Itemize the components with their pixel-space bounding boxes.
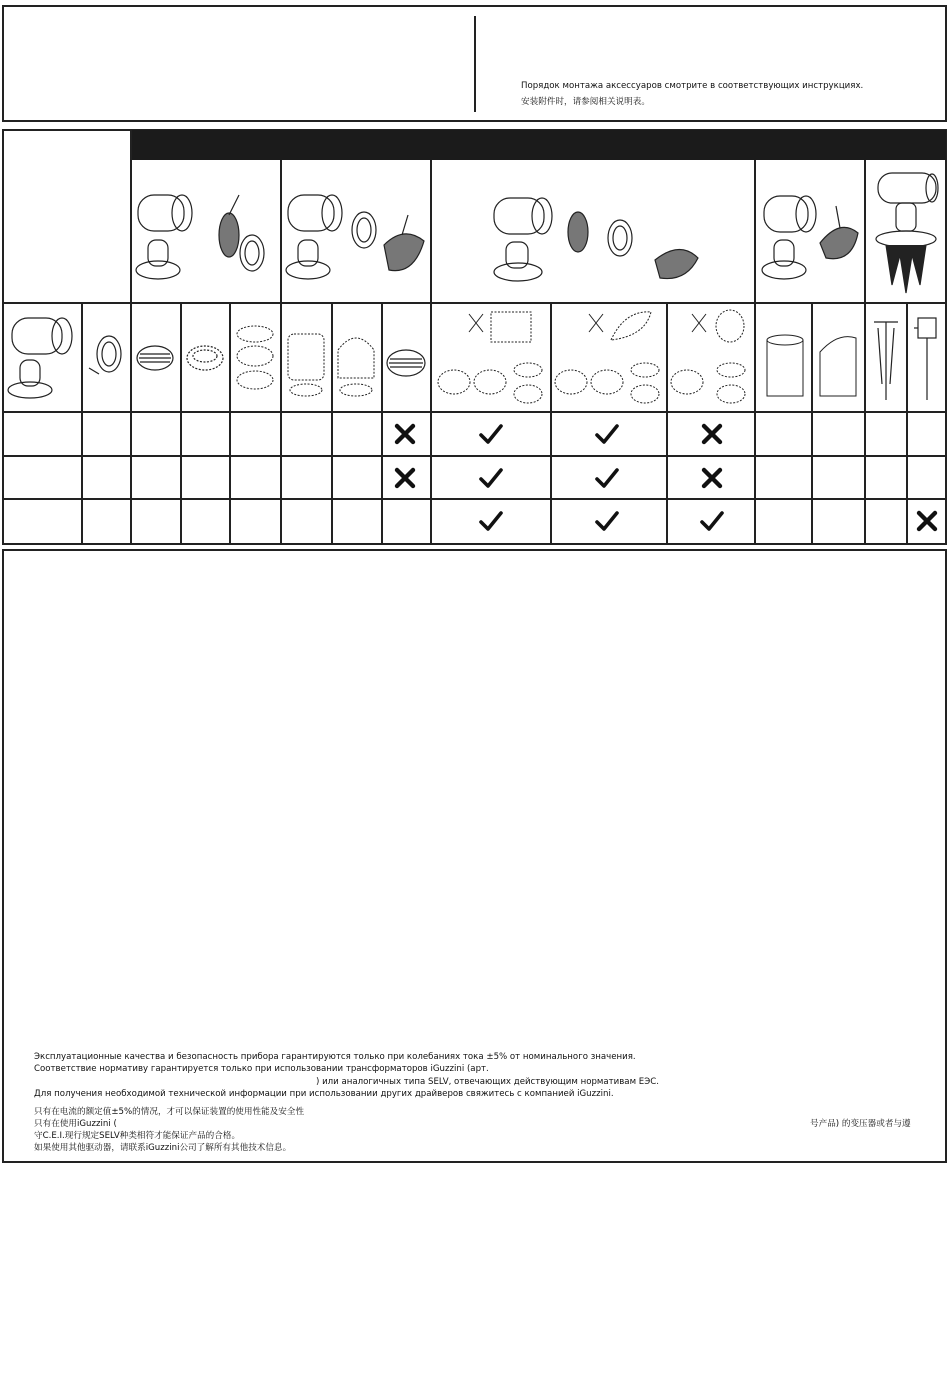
ring-accessory-illustration <box>85 330 127 380</box>
grid-line <box>229 303 231 544</box>
grid-line <box>3 302 946 304</box>
grid-line <box>666 303 668 544</box>
cross-icon <box>392 465 418 491</box>
note-ru-line1: Эксплуатационные качества и безопасность прибора гарантируются только при колебаниях тока ±5% от номинального значения. <box>34 1052 636 1062</box>
note-zh-line4: 如果使用其他驱动器，请联系iGuzzini公司了解所有其他技术信息。 <box>34 1143 292 1153</box>
grid-line <box>864 160 866 544</box>
grid-line <box>906 303 908 544</box>
spotlight-with-louvre-illustration <box>284 185 426 285</box>
cross-icon <box>914 508 940 534</box>
grid-line <box>381 303 383 544</box>
tube-shield-illustration <box>762 332 808 402</box>
angled-tube-shield-illustration <box>815 332 861 402</box>
cross-icon <box>392 421 418 447</box>
accessory-set-illustration <box>669 358 753 406</box>
spotlight-with-accessories-illustration <box>490 190 700 285</box>
louvre-disc-illustration <box>134 340 176 380</box>
honeycomb-stack-illustration <box>232 322 278 394</box>
spotlight-with-filter-illustration <box>134 185 274 285</box>
excluded-visor-illustration <box>585 306 655 346</box>
grid-line <box>130 130 132 544</box>
check-icon <box>478 508 504 534</box>
grid-line <box>550 303 552 544</box>
grid-line <box>754 160 756 544</box>
check-icon <box>478 465 504 491</box>
note-zh-line3: 守C.E.I.现行规定SELV种类相符才能保证产品的合格。 <box>34 1131 241 1141</box>
note-ru-line3: ) или аналогичных типа SELV, отвечающих действующим нормативам ЕЭС. <box>316 1077 659 1087</box>
grid-line <box>811 303 813 544</box>
check-icon <box>594 421 620 447</box>
cross-icon <box>699 465 725 491</box>
note-ru-line2: Соответствие нормативу гарантируется только при использовании трансформаторов iGuzzini (арт. <box>34 1064 489 1074</box>
grid-line <box>3 411 946 413</box>
louvre-disc-illustration <box>384 345 428 385</box>
spotlight-with-screen-illustration <box>760 188 860 283</box>
table-header-bar <box>130 130 946 160</box>
excluded-grille-illustration <box>688 306 748 346</box>
ground-stake-illustration <box>868 314 904 404</box>
grid-line <box>331 303 333 544</box>
grid-line <box>81 303 83 544</box>
accessory-set-illustration <box>553 358 665 406</box>
note-ru-line4: Для получения необходимой технической информации при использовании других драйверов свяжитесь с компанией iGuzzini. <box>34 1089 614 1099</box>
grid-line <box>3 455 946 457</box>
grid-line <box>3 498 946 500</box>
cross-icon <box>699 421 725 447</box>
note-zh-line1: 只有在电流的额定值±5%的情况，才可以保证装置的使用性能及安全性 <box>34 1107 305 1117</box>
accessory-set-illustration <box>436 358 548 406</box>
install-note-zh: 安装附件时，请参阅相关说明表。 <box>521 97 650 107</box>
excluded-screen-illustration <box>465 306 535 346</box>
check-icon <box>594 465 620 491</box>
lens-disc-illustration <box>184 340 226 380</box>
grid-line <box>430 160 432 544</box>
grid-line <box>180 303 182 544</box>
note-zh-line2-right: 号产品) 的变压器或者与遵 <box>810 1119 911 1129</box>
header-divider <box>474 16 476 112</box>
grid-line <box>280 160 282 544</box>
mounting-spike-illustration <box>910 314 944 404</box>
angled-shield-illustration <box>334 330 378 402</box>
spotlight-with-stake-illustration <box>872 165 942 295</box>
check-icon <box>478 421 504 447</box>
cylinder-shield-illustration <box>284 330 328 402</box>
check-icon <box>594 508 620 534</box>
product-spotlight-illustration <box>6 312 78 402</box>
install-note-ru: Порядок монтажа аксессуаров смотрите в соответствующих инструкциях. <box>521 81 864 91</box>
check-icon <box>699 508 725 534</box>
note-zh-line2: 只有在使用iGuzzini ( <box>34 1119 117 1129</box>
